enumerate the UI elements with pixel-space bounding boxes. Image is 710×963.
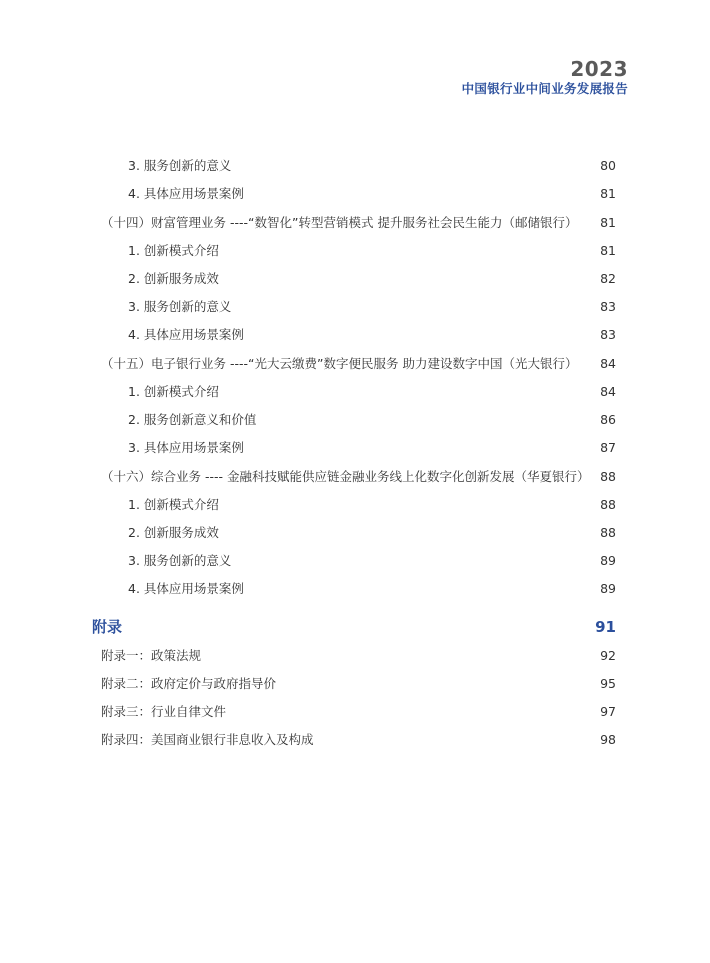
toc-entry-label: 2. 创新服务成效 [128, 525, 219, 540]
toc-entry[interactable] [128, 523, 616, 543]
toc-page-number: 87 [600, 440, 616, 455]
toc-page-number: 81 [600, 243, 616, 258]
toc-entry[interactable] [128, 551, 616, 571]
toc-appendix-entry[interactable] [101, 646, 616, 666]
toc-appendix-entry[interactable] [101, 730, 616, 750]
toc-section-entry[interactable] [101, 213, 616, 233]
toc-entry-label: 4. 具体应用场景案例 [128, 581, 244, 596]
toc-entry-label: 1. 创新模式介绍 [128, 497, 219, 512]
toc-entry[interactable] [128, 184, 616, 204]
toc-entry-label: 1. 创新模式介绍 [128, 384, 219, 399]
toc-entry-label: 3. 服务创新的意义 [128, 299, 232, 314]
toc-page-number: 88 [600, 469, 616, 484]
toc-page-number: 84 [600, 356, 616, 371]
toc-appendix-entry[interactable] [101, 674, 616, 694]
toc-entry-label: 2. 创新服务成效 [128, 271, 219, 286]
toc-entry-label: 3. 服务创新的意义 [128, 553, 232, 568]
toc-entry-label: 附录四：美国商业银行非息收入及构成 [101, 732, 314, 747]
toc-page-number: 81 [600, 215, 616, 230]
toc-entry-label: 3. 具体应用场景案例 [128, 440, 244, 455]
toc-page-number: 86 [600, 412, 616, 427]
toc-appendix-heading[interactable] [92, 615, 616, 639]
toc-page-number: 89 [600, 581, 616, 596]
page-header [462, 58, 628, 98]
toc-entry[interactable] [128, 297, 616, 317]
toc-page-number: 83 [600, 327, 616, 342]
toc-entry-label: 2. 服务创新意义和价值 [128, 412, 257, 427]
toc-entry[interactable] [128, 495, 616, 515]
toc-entry[interactable] [128, 410, 616, 430]
toc-entry-label: （十六）综合业务 ---- 金融科技赋能供应链金融业务线上化数字化创新发展（华夏银行） [101, 469, 590, 484]
toc-page-number: 98 [600, 732, 616, 747]
toc-entry[interactable] [128, 438, 616, 458]
toc-appendix-entry[interactable] [101, 702, 616, 722]
toc-entry[interactable] [128, 382, 616, 402]
toc-page-number: 84 [600, 384, 616, 399]
toc-page-number: 83 [600, 299, 616, 314]
toc-entry[interactable] [128, 269, 616, 289]
toc-section-entry[interactable] [101, 467, 616, 487]
toc-page-number: 82 [600, 271, 616, 286]
toc-entry-label: 附录一：政策法规 [101, 648, 202, 663]
toc-page-number: 89 [600, 553, 616, 568]
toc-entry[interactable] [128, 156, 616, 176]
toc-entry[interactable] [128, 241, 616, 261]
toc-section-entry[interactable] [101, 354, 616, 374]
report-year: 2023 [570, 57, 628, 81]
toc-entry-label: 3. 服务创新的意义 [128, 158, 232, 173]
toc-page-number: 95 [600, 676, 616, 691]
toc-page-number: 81 [600, 186, 616, 201]
toc-entry-label: （十五）电子银行业务 ----“光大云缴费”数字便民服务 助力建设数字中国（光大银行） [101, 356, 578, 371]
toc-page-number: 88 [600, 525, 616, 540]
toc-entry[interactable] [128, 579, 616, 599]
toc-entry-label: 附录三：行业自律文件 [101, 704, 227, 719]
toc-page-number: 91 [595, 618, 616, 636]
toc-entry[interactable] [128, 325, 616, 345]
toc-entry-label: 4. 具体应用场景案例 [128, 327, 244, 342]
toc-page-number: 92 [600, 648, 616, 663]
toc-entry-label: 附录二：政府定价与政府指导价 [101, 676, 277, 691]
toc-page-number: 80 [600, 158, 616, 173]
report-title: 中国银行业中间业务发展报告 [461, 81, 628, 96]
toc-entry-label: 4. 具体应用场景案例 [128, 186, 244, 201]
toc-page-number: 88 [600, 497, 616, 512]
toc-entry-label: （十四）财富管理业务 ----“数智化”转型营销模式 提升服务社会民生能力（邮储银行） [101, 215, 578, 230]
toc-entry-label: 附录 [92, 618, 123, 636]
toc-page-number: 97 [600, 704, 616, 719]
toc-entry-label: 1. 创新模式介绍 [128, 243, 219, 258]
